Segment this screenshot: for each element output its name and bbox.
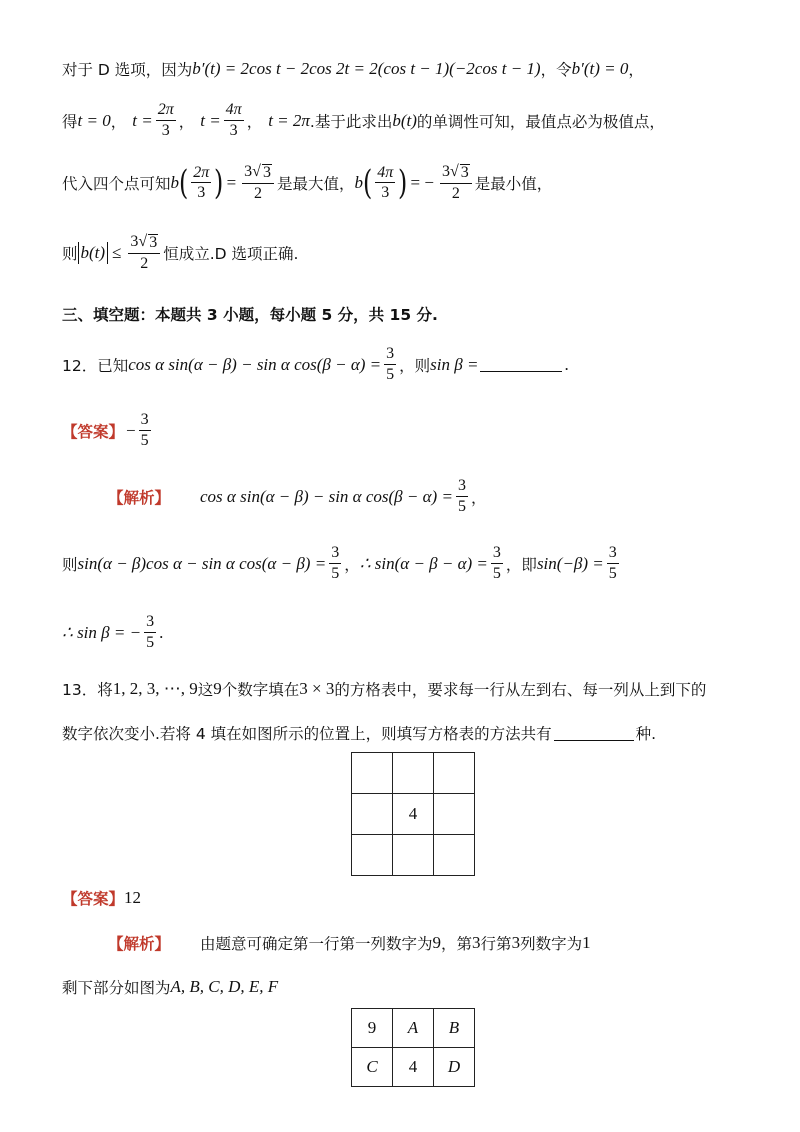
formula: sin(α − β)cos α − sin α cos(α − β) = [77, 553, 327, 573]
fraction [144, 614, 156, 652]
grid-cell [434, 835, 475, 876]
text: ，即 [505, 555, 537, 574]
radicand: 3 [460, 164, 469, 181]
text: . [564, 354, 569, 374]
formula: 1 [582, 933, 591, 952]
solution-line-extrema: 代入四个点可知 b ( $\frac{2\pi}{3}$ ) = 3 √ 3 2 是最大值， b ( $\frac{4\pi}{3}$ ) = − 3 √ 3 2 是最小值， [62, 163, 553, 204]
fraction-denominator: 5 [457, 497, 466, 515]
section-title: 三、填空题：本题共 3 小题，每小题 5 分，共 15 分. [62, 306, 438, 324]
fraction [384, 346, 396, 384]
coefficient: 3 [441, 163, 450, 180]
fraction [607, 545, 619, 583]
formula: 3 × 3 [299, 679, 335, 698]
fraction-denominator: 2 [451, 184, 460, 202]
formula: 3 [511, 933, 521, 952]
question-number: 13．将 [62, 681, 113, 699]
text: .基于此求出 [309, 112, 393, 131]
fraction: 3 √ 3 2 [440, 164, 472, 203]
text: ， [178, 112, 195, 131]
coefficient: 3 [130, 233, 139, 250]
formula: b [354, 173, 363, 193]
le-sign: ≤ [112, 243, 122, 263]
formula: sin(−β) = [536, 553, 604, 573]
fraction-denominator: 5 [386, 365, 395, 383]
answer-13 [62, 887, 141, 909]
fraction [456, 478, 468, 516]
formula: 9 [213, 679, 222, 698]
solution-label: 【解析】 [108, 488, 171, 507]
fraction: 3 √ 3 2 [128, 234, 160, 273]
text: 对于 D 选项，因为 [62, 61, 193, 79]
fraction-numerator: 3 [491, 545, 503, 564]
solution-line-conclusion [62, 234, 298, 273]
text: 列数字为 [520, 935, 583, 953]
text: ， [470, 488, 487, 507]
answer-value: 12 [124, 888, 142, 907]
equals-sign: = [226, 173, 237, 193]
grid-solution [351, 1008, 475, 1087]
answer-12 [62, 412, 154, 450]
solution-12-header [108, 478, 486, 516]
answer-label: 【答案】 [62, 890, 125, 908]
fraction-numerator: 4π [375, 165, 395, 184]
formula: 9 [432, 933, 442, 952]
formula: t = 0 [77, 110, 111, 130]
grid-cell: 4 [393, 1048, 434, 1087]
formula: sin β = [430, 354, 479, 374]
solution-line-d-derivative [62, 58, 644, 80]
radicand: 3 [149, 234, 158, 251]
fraction-denominator: 5 [140, 431, 149, 449]
question-13-line2 [62, 722, 656, 744]
grid-cell: B [434, 1009, 475, 1048]
grid-cell [352, 835, 393, 876]
grid-3x3-question [351, 752, 475, 876]
text: ， [628, 61, 644, 79]
text: 个数字填在 [221, 681, 300, 699]
text: 恒成立.D 选项正确. [163, 245, 299, 264]
fraction [329, 545, 341, 583]
grid-cell [393, 753, 434, 794]
text: ，第 [441, 935, 473, 953]
text: 剩下部分如图为 [62, 979, 171, 997]
solution-12-step [62, 545, 622, 583]
text: 由题意可确定第一行第一列数字为 [200, 935, 433, 953]
question-13-line1 [62, 678, 706, 700]
formula: cos α sin(α − β) − sin α cos(β − α) = [128, 354, 382, 374]
formula: 1, 2, 3, ⋯, 9 [112, 679, 198, 698]
grid-cell [434, 794, 475, 835]
solution-13-line2 [62, 976, 278, 998]
fraction [156, 102, 176, 140]
radicand: 3 [262, 164, 271, 181]
fraction [191, 165, 211, 203]
grid-cell [352, 794, 393, 835]
formula: b [170, 173, 180, 193]
fraction-numerator: 4π [224, 102, 244, 121]
text: ， [344, 555, 360, 574]
fraction-denominator: 3 [161, 121, 170, 139]
fraction-denominator: 3 [381, 184, 390, 202]
text: 的单调性可知，最值点必为极值点， [416, 112, 665, 131]
fraction-denominator: 5 [331, 564, 340, 582]
formula: b(t) [392, 110, 417, 130]
text: 代入四个点可知 [62, 175, 171, 194]
fraction-numerator: 3 [329, 545, 341, 564]
fraction-numerator: 3 [139, 412, 151, 431]
solution-12-result [62, 614, 163, 652]
formula: A, B, C, D, E, F [170, 977, 279, 996]
fraction-numerator: 2π [191, 165, 211, 184]
grid-cell-center: 4 [393, 794, 434, 835]
equals-sign: = − [410, 173, 434, 193]
fraction-denominator: 3 [229, 121, 238, 139]
answer-blank [480, 357, 562, 372]
formula: t = [200, 110, 221, 130]
fraction-numerator: 3 [144, 614, 156, 633]
fraction-numerator: 2π [156, 102, 176, 121]
question-12 [62, 346, 569, 384]
answer-label: 【答案】 [62, 422, 125, 441]
fraction-denominator: 5 [492, 564, 501, 582]
fraction-denominator: 5 [146, 633, 155, 651]
minus-sign: − [126, 420, 136, 440]
grid-cell: A [393, 1009, 434, 1048]
formula: ∴ sin β = − [62, 622, 142, 642]
text: 这 [197, 681, 214, 699]
absolute-value: b(t) [78, 242, 109, 264]
formula: t = [132, 110, 153, 130]
grid-cell [352, 753, 393, 794]
answer-blank [554, 726, 634, 741]
formula: cos α sin(α − β) − sin α cos(β − α) = [200, 486, 453, 506]
fraction-denominator: 2 [140, 254, 149, 272]
text: 的方格表中，要求每一行从左到右、每一列从上到下的 [334, 681, 707, 699]
text: 是最小值， [474, 175, 553, 194]
fraction [491, 545, 503, 583]
question-number: 12．已知 [62, 356, 129, 375]
fraction-denominator: 5 [608, 564, 617, 582]
text: ， [246, 112, 263, 131]
solution-13-line1 [108, 932, 591, 954]
fraction [139, 412, 151, 450]
fraction-numerator: 3 [456, 478, 468, 497]
text: 种. [635, 725, 657, 743]
fraction-denominator: 2 [254, 184, 263, 202]
grid-cell: 9 [352, 1009, 393, 1048]
text: ，令 [540, 61, 572, 79]
fraction-numerator: 3 [384, 346, 396, 365]
fraction-denominator: 3 [197, 184, 206, 202]
solution-label: 【解析】 [108, 935, 171, 953]
formula-derivative-zero: b′(t) = 0 [571, 59, 629, 78]
formula: t = 2π [268, 110, 310, 130]
grid-cell: C [352, 1048, 393, 1087]
formula: 3 [472, 933, 481, 952]
text: 则 [62, 555, 78, 574]
grid-cell: D [434, 1048, 475, 1087]
text: 是最大值， [276, 175, 355, 194]
grid-cell [434, 753, 475, 794]
solution-line-critical-points [62, 102, 665, 140]
text: 得 [62, 112, 78, 131]
text: ，则 [399, 356, 431, 375]
text: 行第 [480, 935, 512, 953]
coefficient: 3 [244, 163, 253, 180]
fraction [375, 165, 395, 203]
grid-cell [393, 835, 434, 876]
text: 数字依次变小.若将 4 填在如图所示的位置上，则填写方格表的方法共有 [62, 725, 552, 743]
text: ， [110, 112, 127, 131]
fraction-numerator: 3 [607, 545, 619, 564]
formula: ∴ sin(α − β − α) = [359, 553, 488, 573]
text: 则 [62, 245, 78, 264]
formula-derivative: b′(t) = 2cos t − 2cos 2t = 2(cos t − 1)(−2cos t − 1) [192, 59, 541, 78]
fraction [224, 102, 244, 140]
fraction: 3 √ 3 2 [242, 164, 274, 203]
text: . [159, 622, 164, 642]
